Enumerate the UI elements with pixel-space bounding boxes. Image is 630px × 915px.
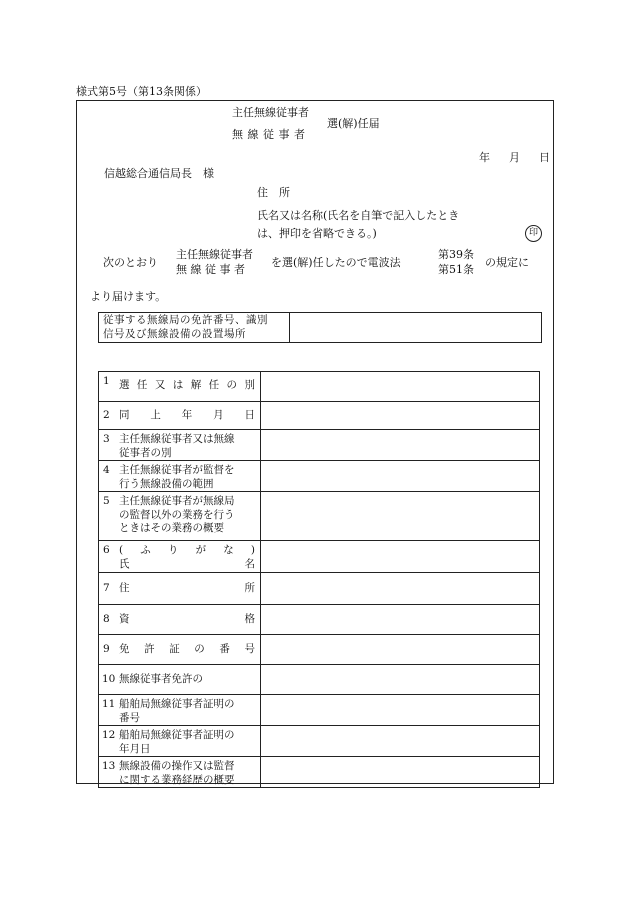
item-row-7 xyxy=(99,573,539,605)
item-label: 主任無線従事者が無線局 の監督以外の業務を行う ときはその業務の概要 xyxy=(119,495,235,535)
statement-suffix: の規定に xyxy=(485,256,529,269)
item-row-8 xyxy=(99,605,539,635)
item-row-4 xyxy=(99,461,539,492)
item-row-10 xyxy=(99,665,539,695)
item-number: 4 xyxy=(103,464,110,476)
item-row-6 xyxy=(99,541,539,573)
item-number: 5 xyxy=(103,495,110,507)
statement-option-2: 無 線 従 事 者 xyxy=(176,262,245,276)
item-label: 主任無線従事者又は無線 従事者の別 xyxy=(119,433,235,459)
name-label-line-1: 氏名又は名称(氏名を自筆で記入したとき xyxy=(257,209,460,222)
location-label-line-2: 信号及び無線設備の設置場所 xyxy=(103,327,246,340)
item-label: 資 格 xyxy=(119,613,255,625)
statement-prefix: 次のとおり xyxy=(103,256,158,269)
item-number: 8 xyxy=(103,613,110,625)
seal-mark: 印 xyxy=(525,225,542,242)
item-row-5 xyxy=(99,492,539,541)
item-label: 選 任 又 は 解 任 の 別 xyxy=(119,379,255,391)
title-line-1: 主任無線従事者 xyxy=(232,106,309,119)
location-label xyxy=(99,313,290,342)
item-number: 9 xyxy=(103,643,110,655)
item-row-2 xyxy=(99,402,539,430)
item-row-11 xyxy=(99,695,539,726)
statement-articles xyxy=(438,248,474,278)
item-number: 7 xyxy=(103,582,110,594)
statement-middle: を選(解)任したので電波法 xyxy=(271,256,401,269)
addressee: 信越総合通信局長 様 xyxy=(104,167,214,180)
title-suffix: 選(解)任届 xyxy=(327,117,380,130)
item-label: 船舶局無線従事者証明の 番号 xyxy=(119,698,235,724)
item-label: 無線従事者免許の xyxy=(119,673,203,685)
name-label-line-2: は、押印を省略できる。) xyxy=(257,227,377,240)
address-label: 住 所 xyxy=(257,186,290,199)
location-table xyxy=(98,312,542,343)
item-number: 10 xyxy=(102,673,116,685)
item-label: 船舶局無線従事者証明の 年月日 xyxy=(119,729,235,755)
item-label: 無線設備の操作又は監督 に関する業務経歴の概要 xyxy=(119,760,235,786)
item-number: 3 xyxy=(103,433,110,445)
item-label: ( ふ り が な ) 氏 名 xyxy=(119,544,255,570)
location-label-line-1: 従事する無線局の免許番号、識別 xyxy=(103,314,268,326)
item-row-1 xyxy=(99,372,539,402)
item-number: 6 xyxy=(103,544,110,556)
item-label: 主任無線従事者が監督を 行う無線設備の範囲 xyxy=(119,464,235,490)
item-label: 同 上 年 月 日 xyxy=(119,409,255,421)
form-number: 様式第5号（第13条関係） xyxy=(76,85,207,98)
statement-option-1: 主任無線従事者 xyxy=(176,248,253,261)
statement-article-2: 第51条 xyxy=(438,262,474,276)
item-label: 免 許 証 の 番 号 xyxy=(119,643,255,655)
statement-options xyxy=(176,248,253,278)
statement-continuation: より届けます。 xyxy=(90,290,167,303)
item-number: 1 xyxy=(103,375,110,387)
item-row-13 xyxy=(99,757,539,788)
item-row-12 xyxy=(99,726,539,757)
item-number: 13 xyxy=(102,760,116,772)
item-number: 2 xyxy=(103,409,110,421)
item-row-3 xyxy=(99,430,539,461)
items-table xyxy=(98,371,540,788)
date-line: 年 月 日 xyxy=(479,151,554,164)
item-label: 住 所 xyxy=(119,582,255,594)
item-row-9 xyxy=(99,635,539,665)
item-number: 12 xyxy=(102,729,116,741)
item-number: 11 xyxy=(102,698,116,710)
title-line-2: 無 線 従 事 者 xyxy=(232,128,306,141)
statement-article-1: 第39条 xyxy=(438,248,474,261)
